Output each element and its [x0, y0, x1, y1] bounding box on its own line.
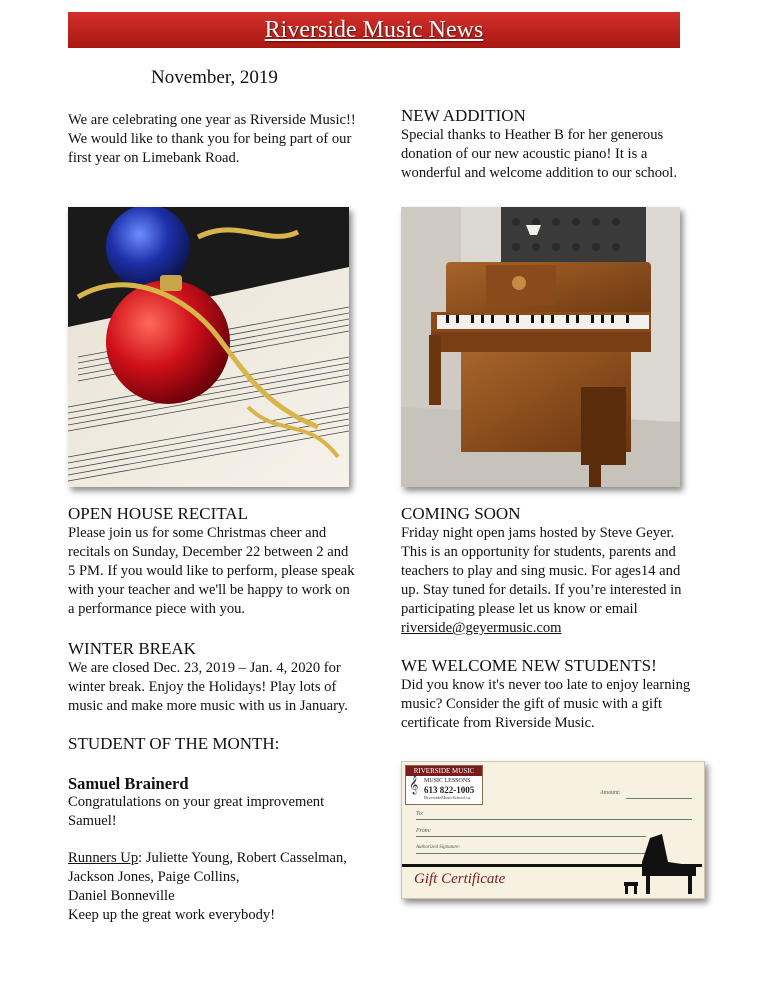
intro-text	[68, 111, 356, 168]
certificate-amount-label: Amount:	[600, 790, 621, 796]
certificate-auth-label: Authorized Signature:	[416, 845, 461, 850]
section-line: 5 PM. If you would like to perform, please speak	[68, 563, 355, 579]
section-line: Daniel Bonneville	[68, 888, 175, 904]
certificate-from-label: From:	[416, 828, 432, 834]
section-line: donation of our new acoustic piano! It is a	[401, 146, 648, 162]
winter-break-heading: WINTER BREAK	[68, 639, 196, 658]
section-line: a performance piece with you.	[68, 601, 246, 617]
section-line: Did you know it's never too late to enjoy learning	[401, 677, 691, 693]
open-house-section	[68, 503, 355, 619]
section-line: Special thanks to Heather B for her generous	[401, 127, 664, 143]
certificate-brand: RIVERSIDE MUSIC	[406, 766, 482, 776]
certificate-logo	[405, 765, 483, 805]
section-line: music? Consider the gift of music with a gift	[401, 696, 663, 712]
section-line: certificate from Riverside Music.	[401, 715, 595, 731]
open-house-heading: OPEN HOUSE RECITAL	[68, 504, 248, 523]
grand-piano-icon	[622, 832, 700, 899]
certificate-lessons: MUSIC LESSONS	[424, 778, 471, 784]
gift-certificate-image	[401, 761, 705, 899]
section-line: Friday night open jams hosted by Steve Geyer.	[401, 525, 675, 541]
section-line: up. Stay tuned for details. If you’re interested in	[401, 582, 682, 598]
certificate-to-label: To:	[416, 811, 424, 817]
newsletter-banner	[68, 12, 680, 48]
intro-line: We are celebrating one year as Riverside Music!!	[68, 112, 356, 128]
certificate-from-line	[416, 836, 646, 837]
new-addition-heading: NEW ADDITION	[401, 106, 526, 125]
section-line: Keep up the great work everybody!	[68, 907, 276, 923]
section-line: We are closed Dec. 23, 2019 – Jan. 4, 2020 for	[68, 660, 341, 676]
section-line: music and make more music with us in January.	[68, 698, 348, 714]
student-name: Samuel Brainerd	[68, 774, 189, 793]
intro-line: first year on Limebank Road.	[68, 150, 240, 166]
new-students-section	[401, 655, 690, 733]
certificate-to-line	[416, 819, 692, 820]
student-of-month-section	[68, 733, 347, 925]
section-line: Jackson Jones, Paige Collins,	[68, 869, 240, 885]
section-line: Please join us for some Christmas cheer and	[68, 525, 327, 541]
certificate-auth-line	[416, 853, 646, 854]
certificate-website: RiversideMusicSchool.ca	[424, 795, 471, 800]
certificate-phone: 613 822-1005	[424, 785, 475, 795]
issue-date: November, 2019	[151, 67, 278, 88]
runners-up-line	[68, 849, 347, 868]
new-students-heading: WE WELCOME NEW STUDENTS!	[401, 656, 657, 675]
coming-soon-heading: COMING SOON	[401, 504, 521, 523]
student-of-month-heading: STUDENT OF THE MONTH:	[68, 734, 280, 753]
certificate-title: Gift Certificate	[414, 871, 506, 887]
acoustic-piano-photo	[401, 207, 680, 487]
section-line: Congratulations on your great improvement	[68, 794, 325, 810]
section-line: teachers to play and sing music. For ages14 and	[401, 563, 681, 579]
section-line: This is an opportunity for students, parents and	[401, 544, 676, 560]
intro-line: We would like to thank you for being part of our	[68, 131, 352, 147]
email-link[interactable]: riverside@geyermusic.com	[401, 620, 562, 636]
coming-soon-section	[401, 503, 681, 638]
newsletter-title: Riverside Music News	[264, 16, 484, 43]
certificate-amount-line	[626, 798, 692, 799]
section-line: participating please let us know or email	[401, 601, 638, 617]
section-line: Samuel!	[68, 813, 117, 829]
runners-up-names: : Juliette Young, Robert Casselman,	[138, 850, 347, 866]
music-clef-icon: 𝄞	[409, 777, 419, 794]
new-addition-section	[401, 105, 677, 183]
section-line: recitals on Sunday, December 22 between 2 and	[68, 544, 349, 560]
section-line: wonderful and welcome addition to our school.	[401, 165, 677, 181]
christmas-ornament-photo	[68, 207, 349, 487]
section-line: with your teacher and we'll be happy to work on	[68, 582, 350, 598]
runners-up-label: Runners Up	[68, 850, 139, 866]
winter-break-section	[68, 638, 348, 716]
section-line: winter break. Enjoy the Holidays! Play lots of	[68, 679, 337, 695]
